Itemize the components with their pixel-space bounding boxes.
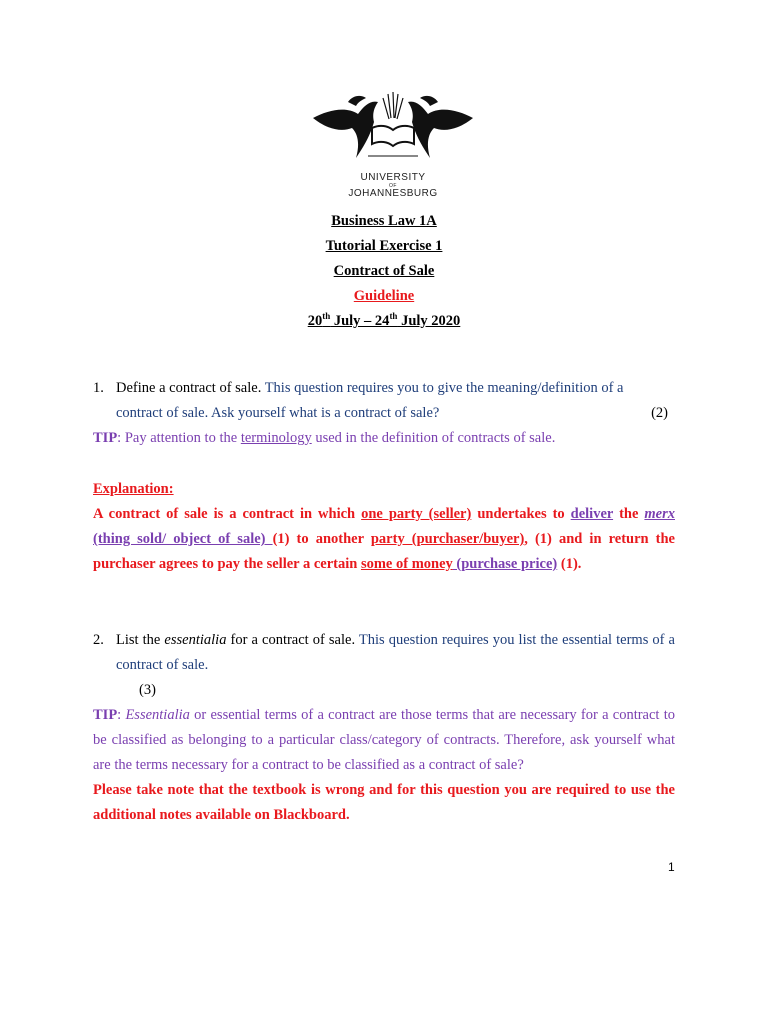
logo-line-university: UNIVERSITY [360,172,426,183]
question-1-tip: TIP: Pay attention to the terminology used in the definition of contracts of sale. [93,430,556,446]
university-logo [308,88,478,200]
exercise-title: Tutorial Exercise 1 [325,238,443,254]
date-range: 20th July – 24th July 2020 [307,311,461,329]
question-2: 2. List the essentialia for a contract of sale. This question requires you list the essential terms of a contract of sale. (3) TIP: Essentialia or essential terms of a contract are those terms that are necessary for a contract to be classified as belonging to a particular class/category of contracts. Therefore, ask yourself what are the terms necessary for a contract to be classified as a contract of sale? Please take note that the textbook is wrong and for this question you are required to use the additional notes available on Blackboard. [93,628,675,828]
page-number: 1 [668,860,675,874]
course-title: Business Law 1A [331,213,437,229]
question-2-note: Please take note that the textbook is wrong and for this question you are required to use the additional notes available on Blackboard. [93,782,675,823]
question-2-tip: TIP: Essentialia or essential terms of a contract are those terms that are necessary for a contract to be classified as belonging to a particular class/category of contracts. Therefore, ask yourself what are the terms necessary for a contract to be classified as a contract of sale? [93,707,675,773]
question-1-marks: (2) [651,405,668,421]
birds-emblem-icon [308,88,478,168]
logo-line-of: OF [389,183,397,189]
guideline-title: Guideline [353,288,415,304]
question-1-text: Define a contract of sale. [116,380,262,396]
question-2-marks: (3) [139,682,156,698]
explanation-heading: Explanation: [93,481,174,497]
explanation-body: A contract of sale is a contract in which one party (seller) undertakes to deliver the merx (thing sold/ object of sale) (1) to another party (purchaser/buyer), (1) and in return the purchaser agrees to pay the seller a certain some of money (purchase price) (1). [93,506,675,572]
question-1-guide: This question requires you to give the meaning/definition of a [261,380,624,396]
topic-title: Contract of Sale [333,263,435,279]
logo-line-johannesburg: JOHANNESBURG [348,188,438,199]
question-1: 1. Define a contract of sale. This question requires you to give the meaning/definition of a contract of sale. Ask yourself what is a contract of sale? (2) TIP: Pay attention to the terminology used in the definition of contracts of sale. [93,376,675,451]
